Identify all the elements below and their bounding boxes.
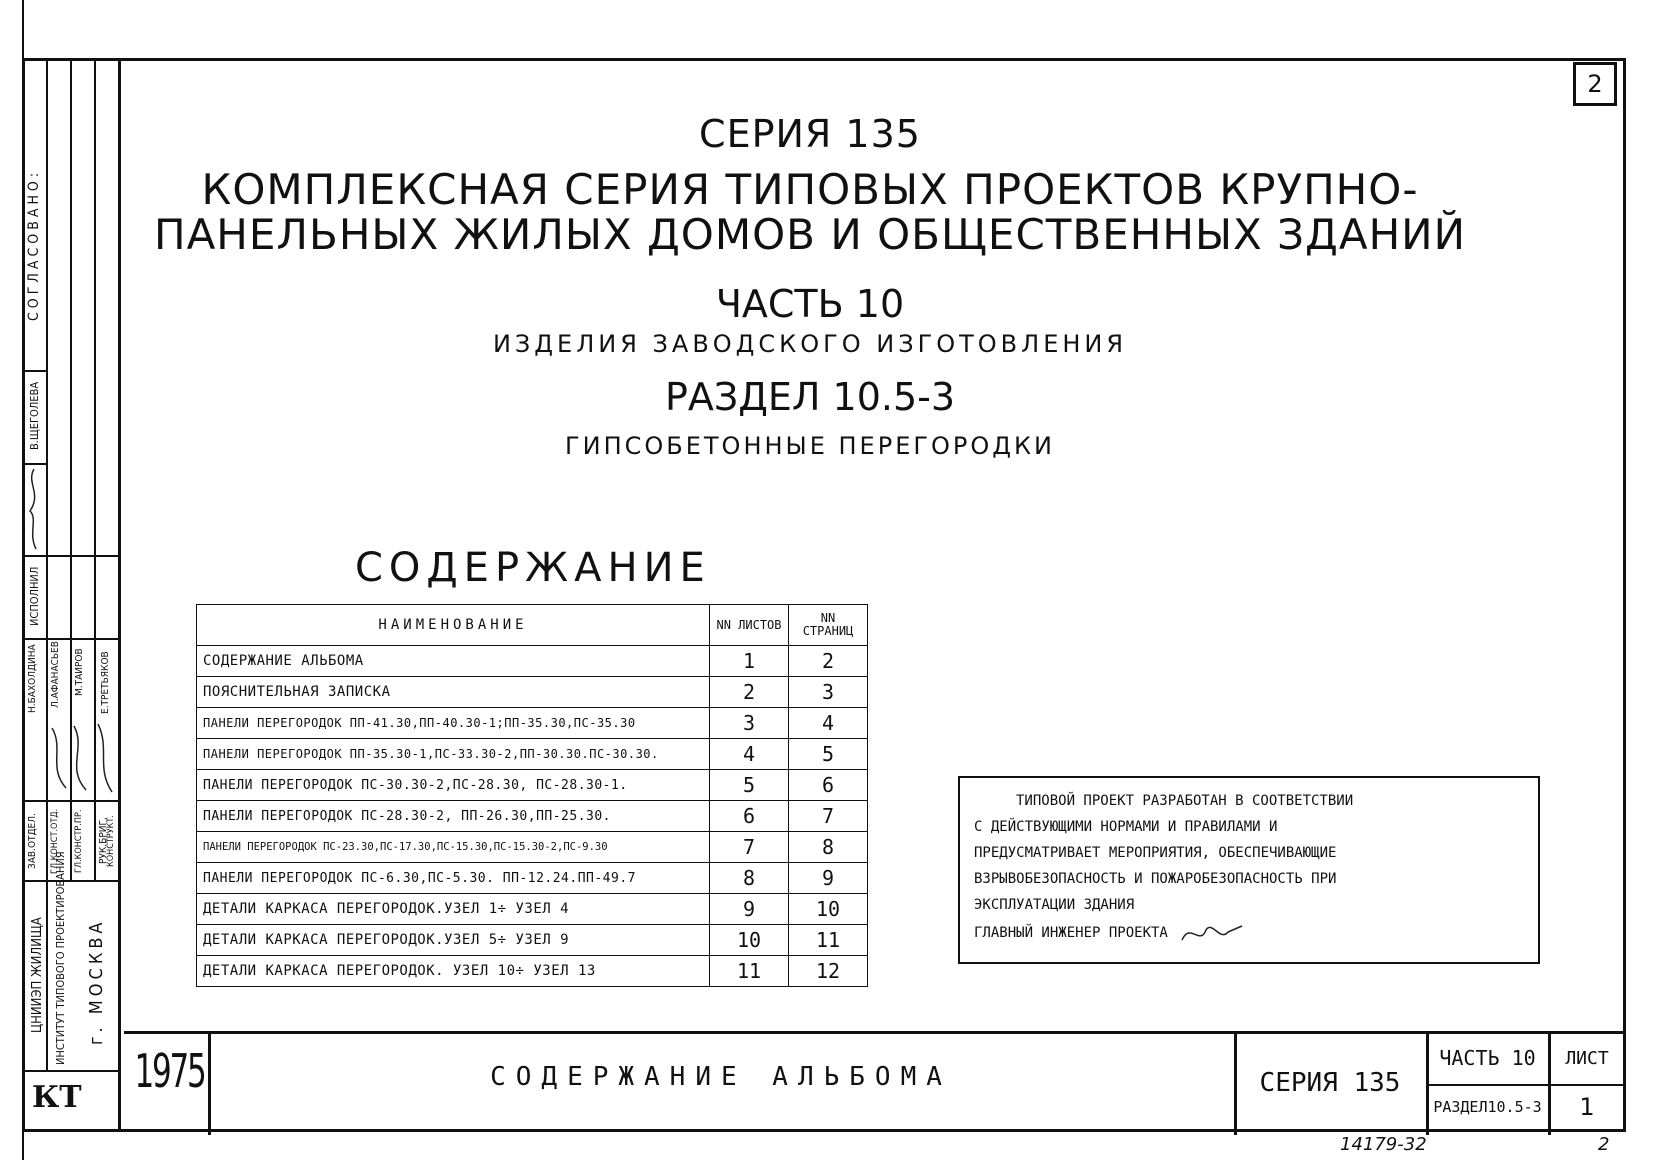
row-sheet: 3 — [710, 708, 789, 739]
chief-engineer-label: ГЛАВНЫЙ ИНЖЕНЕР ПРОЕКТА — [974, 925, 1168, 941]
note-line: ТИПОВОЙ ПРОЕКТ РАЗРАБОТАН В СООТВЕТСТВИИ — [1016, 793, 1354, 809]
chief-engineer-signature-icon — [1176, 918, 1246, 948]
row-name: ПАНЕЛИ ПЕРЕГОРОДОК ПП-35.30-1,ПС-33.30-2,ПП-30.30.ПС-30.30. — [197, 739, 710, 770]
stamp-year: 1975 — [134, 1044, 205, 1098]
table-row — [197, 894, 868, 925]
org-line1: ЦНИИЭП ЖИЛИЩА — [30, 917, 45, 1033]
table-row — [197, 770, 868, 801]
org-line2: ИНСТИТУТ ТИПОВОГО ПРОЕКТИРОВАНИЯ — [54, 851, 67, 1065]
stamp-title: СОДЕРЖАНИЕ АЛЬБОМА — [490, 1062, 952, 1092]
table-row — [197, 801, 868, 832]
stamp-divider — [1426, 1084, 1548, 1086]
role-designer: КОНСТРУКТ. — [106, 815, 116, 867]
signatures-icon — [46, 718, 118, 798]
note-line: ПРЕДУСМАТРИВАЕТ МЕРОПРИЯТИЯ, ОБЕСПЕЧИВАЮЩИЕ — [974, 845, 1337, 861]
name-tretyakov: Е.ТРЕТЬЯКОВ — [100, 651, 111, 715]
agreed-label: СОГЛАСОВАНО: — [26, 168, 42, 322]
row-name: ПАНЕЛИ ПЕРЕГОРОДОК ПС-23.30,ПС-17.30,ПС-15.30,ПС-15.30-2,ПС-9.30 — [197, 832, 710, 863]
org-city: г. МОСКВА — [86, 918, 107, 1045]
header-pages: NN СТРАНИЦ — [789, 605, 868, 646]
section-title: РАЗДЕЛ 10.5-3 — [664, 375, 956, 419]
stamp-sheet-label: ЛИСТ — [1565, 1048, 1609, 1069]
header-name: НАИМЕНОВАНИЕ — [197, 605, 710, 646]
section-subtitle: ГИПСОБЕТОННЫЕ ПЕРЕГОРОДКИ — [564, 432, 1055, 460]
note-line — [974, 918, 1524, 948]
executor-name: В.ЩЕГОЛЕВА — [28, 381, 41, 451]
row-page: 6 — [789, 770, 868, 801]
row-page: 5 — [789, 739, 868, 770]
strip-divider — [22, 800, 118, 802]
row-name: ДЕТАЛИ КАРКАСА ПЕРЕГОРОДОК. УЗЕЛ 10÷ УЗЕЛ 13 — [197, 956, 710, 987]
row-page: 8 — [789, 832, 868, 863]
table-header-row — [197, 605, 868, 646]
main-title-line2: ПАНЕЛЬНЫХ ЖИЛЫХ ДОМОВ И ОБЩЕСТВЕННЫХ ЗДАНИЙ — [153, 210, 1467, 259]
table-row — [197, 925, 868, 956]
page-number-box: 2 — [1573, 62, 1617, 106]
role-chief-project: ГЛ.КОНСТР.ПР. — [74, 809, 84, 873]
row-sheet: 7 — [710, 832, 789, 863]
stamp-section: РАЗДЕЛ10.5-3 — [1433, 1098, 1542, 1116]
main-title-line1: КОМПЛЕКСНАЯ СЕРИЯ ТИПОВЫХ ПРОЕКТОВ КРУПНО- — [201, 165, 1419, 214]
signature-icon — [22, 463, 46, 555]
row-page: 9 — [789, 863, 868, 894]
role-chief: ГЛ.КОНСТ.ОТД. — [50, 808, 60, 874]
part-title: ЧАСТЬ 10 — [715, 282, 905, 326]
contents-table — [196, 604, 868, 987]
note-line: С ДЕЙСТВУЮЩИМИ НОРМАМИ И ПРАВИЛАМИ И — [974, 819, 1278, 835]
table-row — [197, 708, 868, 739]
header-sheets: NN ЛИСТОВ — [710, 605, 789, 646]
row-name: ПОЯСНИТЕЛЬНАЯ ЗАПИСКА — [197, 677, 710, 708]
footer-page: 2 — [1598, 1134, 1610, 1155]
executor-role: ИСПОЛНИЛ — [28, 566, 41, 626]
row-name: ПАНЕЛИ ПЕРЕГОРОДОК ПС-6.30,ПС-5.30. ПП-12.24.ПП-49.7 — [197, 863, 710, 894]
row-sheet: 2 — [710, 677, 789, 708]
series-title: СЕРИЯ 135 — [699, 112, 921, 156]
table-row — [197, 863, 868, 894]
row-page: 11 — [789, 925, 868, 956]
table-row — [197, 739, 868, 770]
institute-logo: КТ — [32, 1080, 82, 1115]
role-team-lead: РУК.БРИГ. — [98, 817, 109, 865]
row-page: 10 — [789, 894, 868, 925]
table-row — [197, 832, 868, 863]
name-bakholdina: Н.БАХОЛДИНА — [27, 644, 38, 714]
document-number: 14179-32 — [1340, 1134, 1427, 1155]
name-afanasiev: Л.АФАНАСЬЕВ — [50, 641, 61, 709]
table-row — [197, 956, 868, 987]
strip-divider — [46, 58, 48, 1070]
row-page: 3 — [789, 677, 868, 708]
row-sheet: 8 — [710, 863, 789, 894]
row-name: ДЕТАЛИ КАРКАСА ПЕРЕГОРОДОК.УЗЕЛ 5÷ УЗЕЛ 9 — [197, 925, 710, 956]
row-page: 7 — [789, 801, 868, 832]
row-sheet: 11 — [710, 956, 789, 987]
row-sheet: 6 — [710, 801, 789, 832]
row-sheet: 5 — [710, 770, 789, 801]
strip-divider — [22, 1070, 118, 1072]
stamp-series: СЕРИЯ 135 — [1259, 1068, 1401, 1098]
row-name: ПАНЕЛИ ПЕРЕГОРОДОК ПС-28.30-2, ПП-26.30,ПП-25.30. — [197, 801, 710, 832]
row-name: ДЕТАЛИ КАРКАСА ПЕРЕГОРОДОК.УЗЕЛ 1÷ УЗЕЛ 4 — [197, 894, 710, 925]
table-row — [197, 677, 868, 708]
strip-divider — [22, 880, 118, 882]
role-head: ЗАВ.ОТДЕЛ. — [27, 813, 38, 869]
stamp-divider — [1548, 1084, 1626, 1086]
strip-divider — [70, 58, 72, 638]
row-name: ПАНЕЛИ ПЕРЕГОРОДОК ПП-41.30,ПП-40.30-1;ПП-35.30,ПС-35.30 — [197, 708, 710, 739]
row-name: СОДЕРЖАНИЕ АЛЬБОМА — [197, 646, 710, 677]
stamp-part: ЧАСТЬ 10 — [1439, 1046, 1536, 1070]
row-sheet: 4 — [710, 739, 789, 770]
strip-divider — [94, 58, 96, 638]
row-page: 12 — [789, 956, 868, 987]
name-tairov: М.ТАИРОВ — [74, 648, 85, 696]
note-line: ВЗРЫВОБЕЗОПАСНОСТЬ И ПОЖАРОБЕЗОПАСНОСТЬ ПРИ — [974, 871, 1337, 887]
row-sheet: 1 — [710, 646, 789, 677]
part-subtitle: ИЗДЕЛИЯ ЗАВОДСКОГО ИЗГОТОВЛЕНИЯ — [492, 330, 1128, 358]
note-line: ЭКСПЛУАТАЦИИ ЗДАНИЯ — [974, 897, 1135, 913]
row-sheet: 10 — [710, 925, 789, 956]
compliance-note — [958, 776, 1540, 964]
contents-heading: СОДЕРЖАНИЕ — [355, 545, 711, 591]
stamp-sheet-number: 1 — [1579, 1093, 1595, 1121]
row-page: 2 — [789, 646, 868, 677]
row-sheet: 9 — [710, 894, 789, 925]
row-name: ПАНЕЛИ ПЕРЕГОРОДОК ПС-30.30-2,ПС-28.30, ПС-28.30-1. — [197, 770, 710, 801]
table-row — [197, 646, 868, 677]
row-page: 4 — [789, 708, 868, 739]
